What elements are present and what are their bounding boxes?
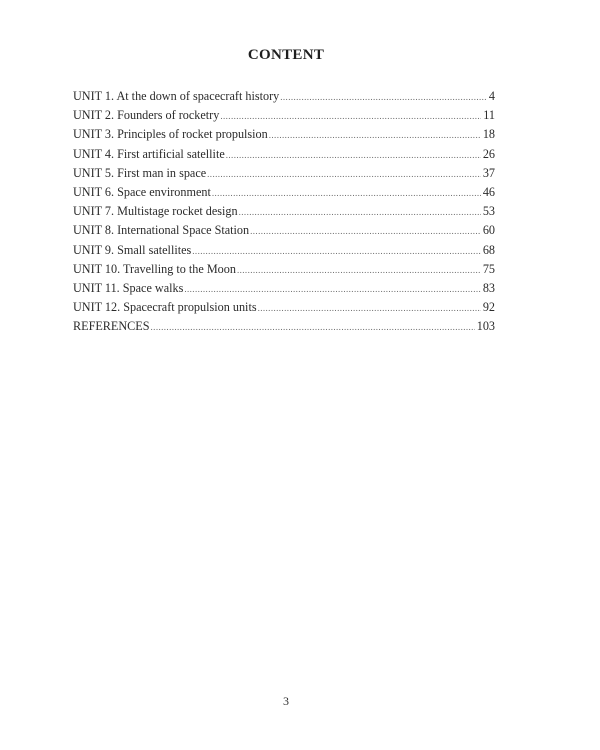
dot-leader: [226, 146, 481, 165]
toc-entry-label: UNIT 11. Space walks: [73, 280, 184, 295]
toc-entry-page: 37: [482, 165, 495, 180]
toc-entry: [73, 317, 495, 336]
dot-leader: [250, 222, 481, 241]
toc-entry-label: REFERENCES: [73, 319, 150, 334]
dot-leader: [280, 88, 487, 107]
toc-entry-page: 11: [483, 108, 495, 123]
toc-entry-label: UNIT 7. Multistage rocket design: [73, 204, 238, 219]
dot-leader: [220, 107, 481, 126]
toc-entry: [73, 125, 495, 144]
toc-entry-page: 26: [482, 146, 495, 161]
dot-leader: [207, 165, 481, 184]
toc-entry: [73, 87, 495, 106]
toc-entry-page: 103: [476, 319, 495, 334]
toc-entry-label: UNIT 4. First artificial satellite: [73, 146, 225, 161]
toc-entry-page: 92: [482, 300, 495, 315]
toc-entry-label: UNIT 1. At the down of spacecraft history: [73, 89, 280, 103]
toc-entry-label: UNIT 3. Principles of rocket propulsion: [73, 127, 268, 142]
toc-entry-label: UNIT 12. Spacecraft propulsion units: [73, 300, 257, 315]
toc-entry-label: UNIT 6. Space environment: [73, 184, 211, 199]
dot-leader: [192, 242, 481, 261]
toc-entry: [73, 106, 495, 125]
toc-entry: [73, 279, 495, 298]
toc-entry-page: 60: [482, 223, 495, 238]
toc-entry: [73, 298, 495, 317]
toc-entry-label: UNIT 8. International Space Station: [73, 223, 250, 238]
toc-entry-page: 83: [482, 280, 495, 295]
toc-entry-page: 68: [482, 242, 495, 257]
dot-leader: [151, 318, 475, 337]
toc-entry-page: 46: [482, 184, 495, 199]
toc-entry: [73, 202, 495, 221]
contents-title: CONTENT: [247, 47, 325, 63]
dot-leader: [239, 203, 481, 222]
dot-leader: [212, 184, 481, 203]
toc-entry-page: 18: [482, 127, 495, 142]
toc-entry-page: 75: [482, 261, 495, 276]
dot-leader: [184, 280, 480, 299]
toc-entry-label: UNIT 10. Travelling to the Moon: [73, 261, 236, 276]
toc-entry: [73, 183, 495, 202]
toc-entry-page: 53: [482, 204, 495, 219]
table-of-contents: [73, 87, 495, 336]
toc-entry: [73, 145, 495, 164]
toc-entry-page: 4: [488, 89, 495, 103]
page-number: 3: [283, 694, 289, 708]
toc-entry: [73, 241, 495, 260]
dot-leader: [258, 299, 481, 318]
toc-entry: [73, 221, 495, 240]
toc-entry-label: UNIT 2. Founders of rocketry: [73, 108, 220, 123]
dot-leader: [269, 126, 481, 145]
toc-entry: [73, 164, 495, 183]
toc-entry-label: UNIT 5. First man in space: [73, 165, 207, 180]
toc-entry: [73, 260, 495, 279]
toc-entry-label: UNIT 9. Small satellites: [73, 242, 192, 257]
dot-leader: [237, 261, 481, 280]
